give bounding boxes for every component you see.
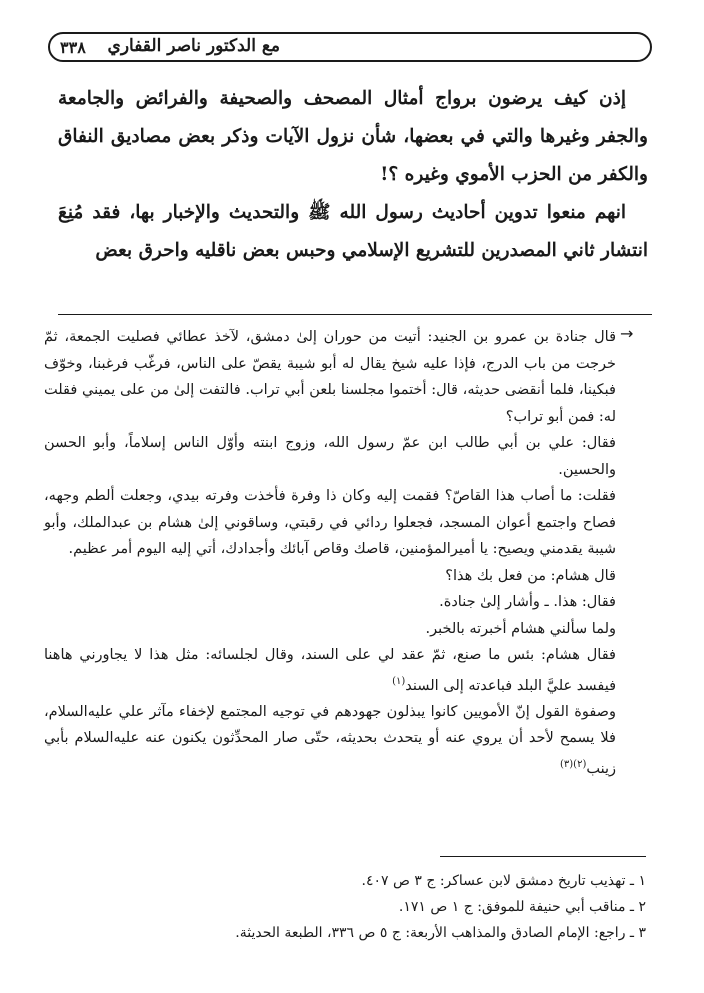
footnote-paragraph [44, 642, 616, 699]
footnote-text: وصفوة القول إنّ الأمويين كانوا يبذلون جهودهم في توجيه المجتمع لإخفاء مآثر علي عليه‌السلام، فلا يسمح لأحد أن يروي عنه أو يتحدث بحديثه، حتّى صار المحدِّثون يكنون عنه عليه‌السلام بأبي زينب [44, 703, 616, 777]
footnote-ref-marker[interactable]: (١) [392, 675, 406, 687]
footnote-paragraph: ولما سألني هشام أخبرته بالخبر. [425, 620, 616, 637]
footnote-paragraph: قال هشام: من فعل بك هذا؟ [445, 567, 616, 584]
footnote-paragraph [44, 699, 616, 782]
main-paragraph: انهم منعوا تدوين أحاديث رسول الله ﷺ والتحديث والإخبار بها، فقد مُنِعَ انتشار ثاني المصدرين للتشريع الإسلامي وحبس بعض ناقليه واحرق بعض [58, 202, 648, 261]
main-paragraph: إذن كيف يرضون برواج أمثال المصحف والصحيفة والفرائض والجامعة والجفر وغيرها والتي في بعضها، شأن نزول الآيات وذكر بعض مصاديق النفاق والكفر من الحزب الأموي وغيره ؟! [58, 88, 648, 185]
page-number: ٣٣٨ [60, 38, 86, 57]
footnote-separator-rule [58, 314, 652, 315]
footnote-block [44, 324, 616, 782]
running-header-title: مع الدكتور ناصر القفاري [107, 36, 280, 56]
references-list [160, 868, 646, 946]
footnote-text: فقال هشام: بئس ما صنع، ثمّ عقد لي على السند، وقال لجلسائه: مثل هذا لا يجاورني هاهنا فيفسد عليَّ البلد فباعدته إلى السند [44, 647, 616, 694]
reference-item: ١ ـ تهذيب تاريخ دمشق لابن عساكر: ج ٣ ص ٤٠٧. [361, 873, 646, 889]
footnote-paragraph: فقال: هذا. ـ وأشار إلىٰ جنادة. [439, 594, 616, 610]
footnote-ref-marker[interactable]: (٢)(٣) [559, 758, 587, 770]
footnote-paragraph: فقال: علي بن أبي طالب ابن عمّ رسول الله، وزوج ابنته وأوّل الناس إسلاماً، وأبو الحسن والحسين. [44, 435, 616, 478]
main-body-text [58, 80, 648, 270]
reference-item: ٣ ـ راجع: الإمام الصادق والمذاهب الأربعة: ج ٥ ص ٣٣٦، الطبعة الحديثة. [235, 925, 646, 941]
footnote-paragraph: قال جنادة بن عمرو بن الجنيد: أتيت من حوران إلىٰ دمشق، لآخذ عطائي فصليت الجمعة، ثمّ خرجت من باب الدرج، فإذا عليه شيخ يقال له أبو شيبة يقصّ على الناس، فرغّب فرغبنا، وخوّف فبكينا، فلما أنقضى حديثه، قال: أختموا مجلسنا بلعن أبي تراب. فالتفت إلىٰ من على يميني فقلت له: فمن أبو تراب؟ [44, 329, 616, 425]
footnote-paragraph: فقلت: ما أصاب هذا القاصّ؟ فقمت إليه وكان ذا وفرة فأخذت وفرته بيدي، وجعلت ألطم وجهه، فصاح واجتمع أعوان المسجد، فجعلوا ردائي في رقبتي، وساقوني إلىٰ هشام بن عبدالملك، وأبو شيبة يقدمني ويصيح: يا أميرالمؤمنين، قاصك وقاص آبائك وأجدادك، أتي إليه اليوم أمر عظيم. [44, 488, 616, 557]
continuation-arrow-icon: → [620, 324, 634, 343]
reference-item: ٢ ـ مناقب أبي حنيفة للموفق: ج ١ ص ١٧١. [398, 899, 646, 915]
references-rule [440, 856, 646, 857]
